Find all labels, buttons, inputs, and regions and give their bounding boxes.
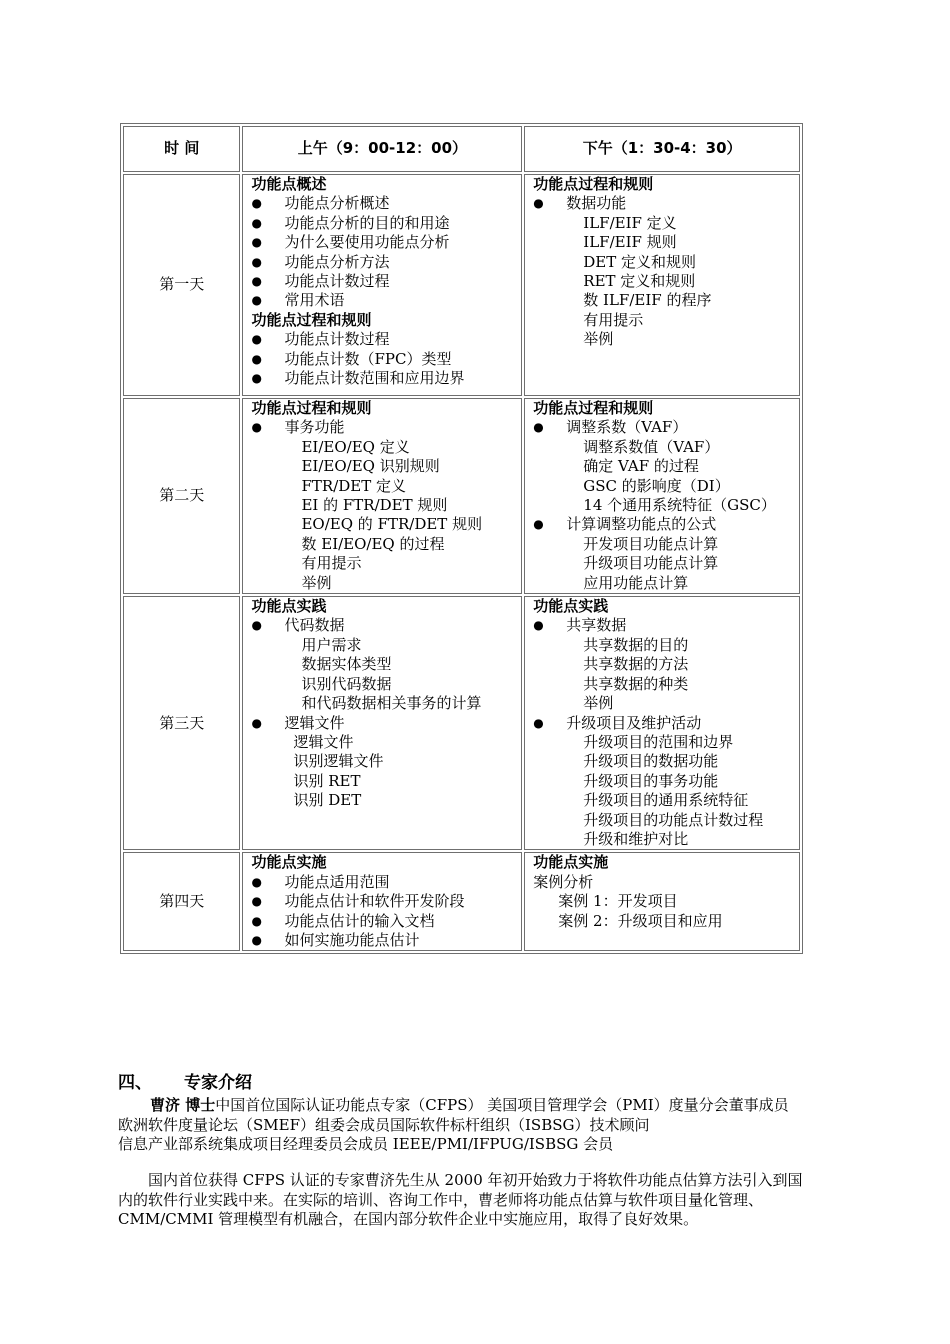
schedule-table: [120, 123, 803, 954]
sub-item: 共享数据的方法: [583, 655, 689, 674]
block-title: 功能点过程和规则: [251, 399, 372, 417]
sub-item: 应用功能点计算: [583, 573, 689, 592]
sub-item: 共享数据的目的: [583, 635, 689, 654]
sub-item: ILF/EIF 规则: [583, 233, 677, 252]
sub-item: 逻辑文件: [293, 732, 354, 751]
credential-text: 中国首位国际认证功能点专家（CFPS） 美国项目管理学会（PMI）度量分会董事成员: [215, 1096, 789, 1114]
case-item: 案例 2：升级项目和应用: [558, 911, 723, 930]
day-label: 第三天: [123, 596, 240, 850]
bullet-item: ● 事务功能: [251, 418, 521, 437]
sub-item: 识别逻辑文件: [293, 752, 384, 771]
sub-item: 升级项目的事务功能: [583, 771, 719, 790]
block-title: 功能点过程和规则: [533, 399, 654, 417]
sub-item: DET 定义和规则: [583, 252, 697, 271]
bullet-item: ● 数据功能: [533, 194, 799, 213]
sub-item: EI/EO/EQ 定义: [301, 437, 410, 456]
sub-item: FTR/DET 定义: [301, 476, 406, 495]
sub-item: 升级项目的功能点计数过程: [583, 810, 764, 829]
case-item: 案例 1：开发项目: [558, 892, 678, 911]
bullet-item: ● 功能点计数（FPC）类型: [251, 350, 521, 369]
sub-item: 数 EI/EO/EQ 的过程: [301, 534, 445, 553]
afternoon-cell: [524, 852, 800, 951]
day-row: [123, 398, 800, 594]
section-title: 专家介绍: [184, 1073, 252, 1093]
sub-item: 升级和维护对比: [583, 829, 689, 848]
bullet-item: ● 功能点计数范围和应用边界: [251, 369, 521, 388]
sub-item: 调整系数值（VAF）: [583, 437, 720, 456]
sub-item: 开发项目功能点计算: [583, 534, 719, 553]
header-time: 时 间: [123, 126, 240, 172]
bullet-item: ● 为什么要使用功能点分析: [251, 233, 521, 252]
section-heading: [118, 1068, 252, 1093]
expert-bio: 国内首位获得 CFPS 认证的专家曹济先生从 2000 年初开始致力于将软件功能点估算方法引入到国内的软件行业实践中来。在实际的培训、咨询工作中，曹老师将功能点估算与软件项目量化管理、CMM/CMMI 管理模型有机融合，在国内部分软件企业中实施应用，取得了良好效果。: [118, 1171, 803, 1229]
bullet-item: ● 升级项目及维护活动: [533, 714, 799, 733]
sub-item: EO/EQ 的 FTR/DET 规则: [301, 515, 483, 534]
day-row: [123, 596, 800, 850]
bullet-item: ● 功能点计数过程: [251, 272, 521, 291]
block-title: 功能点实践: [251, 597, 327, 616]
credential-line: [118, 1096, 808, 1116]
afternoon-cell: [524, 174, 800, 396]
sub-item: 数据实体类型: [301, 655, 392, 674]
bullet-item: ● 功能点计数过程: [251, 330, 521, 349]
sub-item: 举例: [583, 694, 614, 713]
sub-item: 数 ILF/EIF 的程序: [583, 291, 712, 310]
morning-cell: [242, 852, 522, 951]
bullet-item: ● 功能点估计和软件开发阶段: [251, 892, 521, 911]
sub-item: 14 个通用系统特征（GSC）: [583, 496, 776, 515]
sub-item: 升级项目功能点计算: [583, 554, 719, 573]
day-label: 第一天: [123, 174, 240, 396]
credential-line: 信息产业部系统集成项目经理委员会成员 IEEE/PMI/IFPUG/ISBSG 会员: [118, 1135, 614, 1154]
bullet-item: ● 逻辑文件: [251, 714, 521, 733]
sub-item: 有用提示: [583, 310, 644, 329]
block-title: 功能点实施: [251, 853, 327, 872]
sub-item: 和代码数据相关事务的计算: [301, 694, 482, 713]
day-label: 第四天: [123, 852, 240, 951]
sub-item: 升级项目的通用系统特征: [583, 791, 749, 810]
bullet-item: ● 功能点适用范围: [251, 873, 521, 892]
bullet-item: ● 功能点分析概述: [251, 194, 521, 213]
bullet-item: ● 计算调整功能点的公式: [533, 515, 799, 534]
bullet-item: ● 调整系数（VAF）: [533, 418, 799, 437]
header-afternoon: 下午（1：30-4：30）: [524, 126, 800, 172]
sub-item: 举例: [583, 330, 614, 349]
morning-cell: [242, 174, 522, 396]
sub-item: 升级项目的范围和边界: [583, 732, 734, 751]
credential-line: 欧洲软件度量论坛（SMEF）组委会成员国际软件标杆组织（ISBSG）技术顾问: [118, 1115, 650, 1134]
bullet-item: ● 共享数据: [533, 616, 799, 635]
sub-item: 识别 DET: [293, 791, 362, 810]
afternoon-cell: [524, 398, 800, 594]
bullet-item: ● 功能点估计的输入文档: [251, 912, 521, 931]
expert-name: 曹济 博士: [150, 1096, 216, 1114]
header-morning: 上午（9：00-12：00）: [242, 126, 522, 172]
table-header-row: [123, 126, 800, 172]
sub-item: 用户需求: [301, 635, 362, 654]
morning-cell: [242, 398, 522, 594]
sub-item: 共享数据的种类: [583, 674, 689, 693]
sub-item: 确定 VAF 的过程: [583, 457, 699, 476]
morning-cell: [242, 596, 522, 850]
sub-item: ILF/EIF 定义: [583, 213, 677, 232]
block-title: 功能点过程和规则: [251, 310, 372, 329]
block-title: 功能点实施: [533, 853, 609, 872]
sub-item: GSC 的影响度（DI）: [583, 476, 730, 495]
block-title: 功能点概述: [251, 175, 327, 193]
bullet-item: ● 如何实施功能点估计: [251, 931, 521, 950]
sub-item: 有用提示: [301, 554, 362, 573]
sub-item: 识别代码数据: [301, 674, 392, 693]
day-row: [123, 852, 800, 951]
day-row: [123, 174, 800, 396]
block-title: 功能点实践: [533, 597, 609, 616]
bullet-item: ● 功能点分析的目的和用途: [251, 214, 521, 233]
plain-item: 案例分析: [533, 872, 594, 891]
bullet-item: ● 代码数据: [251, 616, 521, 635]
sub-item: EI 的 FTR/DET 规则: [301, 496, 448, 515]
bullet-item: ● 常用术语: [251, 291, 521, 310]
sub-item: 举例: [301, 573, 332, 592]
day-label: 第二天: [123, 398, 240, 594]
expert-credentials: [118, 1096, 808, 1155]
afternoon-cell: [524, 596, 800, 850]
sub-item: 识别 RET: [293, 771, 361, 790]
sub-item: EI/EO/EQ 识别规则: [301, 457, 440, 476]
section-number: 四、: [118, 1073, 152, 1093]
bullet-item: ● 功能点分析方法: [251, 253, 521, 272]
block-title: 功能点过程和规则: [533, 175, 654, 193]
sub-item: RET 定义和规则: [583, 272, 696, 291]
sub-item: 升级项目的数据功能: [583, 752, 719, 771]
